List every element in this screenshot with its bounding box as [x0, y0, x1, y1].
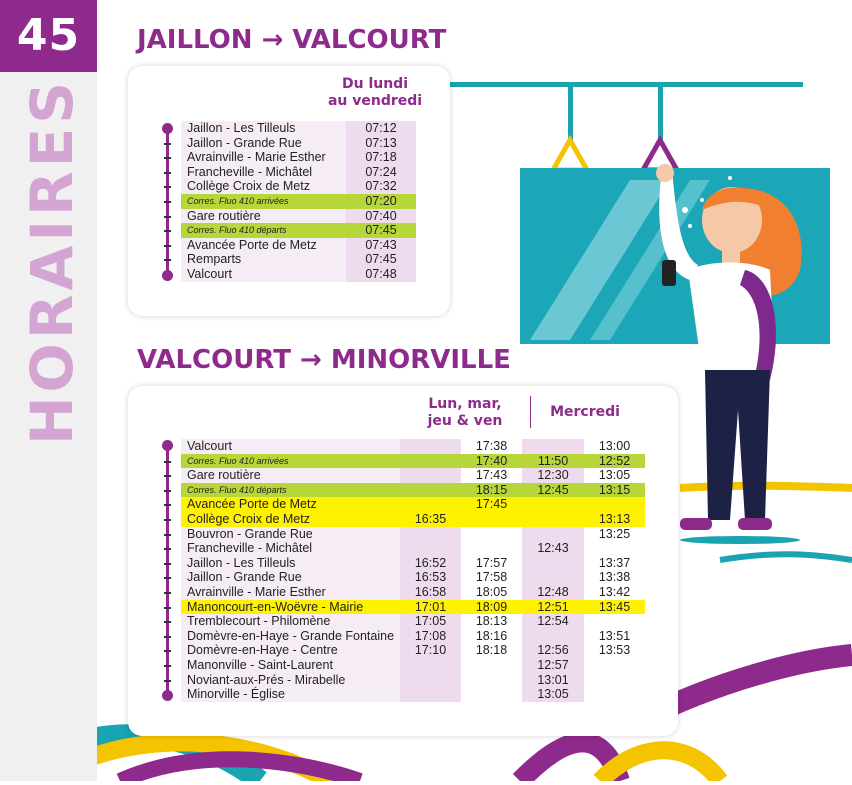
table-row	[181, 600, 645, 615]
table-row	[181, 238, 416, 253]
time-cell: 07:45	[346, 252, 416, 267]
stop-name: Domèvre-en-Haye - Centre	[181, 643, 400, 658]
stop-name: Jaillon - Les Tilleuls	[181, 121, 346, 136]
time-cell: 07:40	[346, 209, 416, 224]
time-cell	[400, 541, 461, 556]
section1-stop-tick	[164, 186, 171, 188]
time-cell: 18:16	[461, 629, 522, 644]
time-cell	[461, 512, 522, 527]
table-row	[181, 585, 645, 600]
table-row-correspondence	[181, 223, 416, 238]
time-cell: 16:53	[400, 570, 461, 585]
time-cell: 16:58	[400, 585, 461, 600]
time-cell: 07:24	[346, 165, 416, 180]
time-cell: 13:00	[584, 439, 645, 454]
stop-name: Gare routière	[181, 468, 400, 483]
time-cell: 13:51	[584, 629, 645, 644]
table-row	[181, 267, 416, 282]
section2-header-weekdays-line2: jeu & ven	[427, 413, 503, 429]
time-cell	[522, 570, 584, 585]
time-cell: 12:54	[522, 614, 584, 629]
table-row	[181, 136, 416, 151]
time-cell: 07:48	[346, 267, 416, 282]
time-cell: 18:18	[461, 643, 522, 658]
time-cell	[522, 556, 584, 571]
section1-stop-tick	[164, 259, 171, 261]
time-cell: 13:53	[584, 643, 645, 658]
section2-stop-tick	[164, 563, 171, 565]
time-cell: 13:01	[522, 673, 584, 688]
time-cell	[461, 527, 522, 542]
time-cell: 12:45	[522, 483, 584, 498]
section2-header-weekdays-line1: Lun, mar,	[428, 396, 502, 412]
time-cell: 17:10	[400, 643, 461, 658]
time-cell: 07:18	[346, 150, 416, 165]
time-cell: 17:58	[461, 570, 522, 585]
section1-stop-tick	[164, 157, 171, 159]
time-cell: 07:20	[346, 194, 416, 209]
time-cell	[400, 527, 461, 542]
stop-name: Noviant-aux-Prés - Mirabelle	[181, 673, 400, 688]
table-row	[181, 541, 645, 556]
time-cell: 12:51	[522, 600, 584, 615]
table-row	[181, 658, 645, 673]
table-row	[181, 497, 645, 512]
time-cell: 13:45	[584, 600, 645, 615]
stop-name: Domèvre-en-Haye - Grande Fontaine	[181, 629, 400, 644]
section1-header-line1: Du lundi	[341, 76, 408, 92]
time-cell	[522, 497, 584, 512]
section2-header-weekdays	[410, 396, 520, 430]
table-row	[181, 165, 416, 180]
section1-header-line2: au vendredi	[327, 93, 423, 109]
time-cell	[400, 497, 461, 512]
time-cell: 11:50	[522, 454, 584, 469]
time-cell: 16:52	[400, 556, 461, 571]
stop-name: Corres. Fluo 410 arrivées	[181, 194, 346, 209]
stop-name: Manoncourt-en-Woëvre - Mairie	[181, 600, 400, 615]
time-cell	[522, 629, 584, 644]
section2-stop-tick	[164, 475, 171, 477]
section2-stop-tick	[164, 519, 171, 521]
time-cell	[584, 687, 645, 702]
table-row	[181, 673, 645, 688]
stop-name: Jaillon - Grande Rue	[181, 570, 400, 585]
time-cell	[461, 673, 522, 688]
table-row	[181, 209, 416, 224]
section2-title: VALCOURT → MINORVILLE	[137, 345, 511, 375]
table-row	[181, 512, 645, 527]
time-cell: 17:43	[461, 468, 522, 483]
section1-stop-tick	[164, 230, 171, 232]
time-cell: 18:09	[461, 600, 522, 615]
time-cell: 17:38	[461, 439, 522, 454]
section2-stop-tick	[164, 636, 171, 638]
time-cell: 07:43	[346, 238, 416, 253]
table-row	[181, 570, 645, 585]
vertical-title	[18, 77, 86, 785]
time-cell	[584, 497, 645, 512]
time-cell	[461, 687, 522, 702]
time-cell: 12:56	[522, 643, 584, 658]
time-cell: 17:05	[400, 614, 461, 629]
table-row	[181, 468, 645, 483]
time-cell	[584, 673, 645, 688]
section1-timetable	[181, 121, 416, 282]
time-cell	[400, 658, 461, 673]
time-cell	[584, 541, 645, 556]
stop-name: Valcourt	[181, 439, 400, 454]
section1-stop-tick	[164, 143, 171, 145]
section1-stop-tick	[164, 201, 171, 203]
stop-name: Collège Croix de Metz	[181, 179, 346, 194]
time-cell	[522, 527, 584, 542]
section2-route-end-dot	[162, 690, 173, 701]
section2-route-start-dot	[162, 440, 173, 451]
time-cell	[584, 614, 645, 629]
section2-stop-tick	[164, 461, 171, 463]
section1-stop-tick	[164, 245, 171, 247]
stop-name: Remparts	[181, 252, 346, 267]
time-cell: 12:48	[522, 585, 584, 600]
header-separator	[530, 396, 531, 428]
time-cell: 17:01	[400, 600, 461, 615]
table-row	[181, 150, 416, 165]
section1-header	[320, 76, 430, 110]
time-cell: 13:05	[522, 687, 584, 702]
time-cell: 13:15	[584, 483, 645, 498]
stop-name: Tremblecourt - Philomène	[181, 614, 400, 629]
section2-stop-tick	[164, 504, 171, 506]
section2-stop-tick	[164, 680, 171, 682]
time-cell: 13:13	[584, 512, 645, 527]
time-cell: 18:13	[461, 614, 522, 629]
time-cell: 18:05	[461, 585, 522, 600]
time-cell: 17:45	[461, 497, 522, 512]
section1-stop-tick	[164, 216, 171, 218]
table-row	[181, 179, 416, 194]
stop-name: Francheville - Michâtel	[181, 165, 346, 180]
time-cell: 13:38	[584, 570, 645, 585]
stop-name: Corres. Fluo 410 départs	[181, 483, 400, 498]
stop-name: Avancée Porte de Metz	[181, 497, 400, 512]
table-row	[181, 527, 645, 542]
time-cell	[400, 439, 461, 454]
section2-stop-tick	[164, 665, 171, 667]
time-cell	[400, 468, 461, 483]
stop-name: Jaillon - Les Tilleuls	[181, 556, 400, 571]
time-cell: 17:57	[461, 556, 522, 571]
table-row-correspondence	[181, 454, 645, 469]
stop-name: Avancée Porte de Metz	[181, 238, 346, 253]
section2-route-line	[166, 444, 169, 696]
section2-stop-tick	[164, 607, 171, 609]
time-cell	[522, 512, 584, 527]
table-row	[181, 556, 645, 571]
stop-name: Bouvron - Grande Rue	[181, 527, 400, 542]
time-cell	[400, 454, 461, 469]
stop-name: Corres. Fluo 410 arrivées	[181, 454, 400, 469]
time-cell: 12:57	[522, 658, 584, 673]
stop-name: Corres. Fluo 410 départs	[181, 223, 346, 238]
vertical-title-text: HORAIRES	[18, 77, 86, 445]
section2-stop-tick	[164, 592, 171, 594]
table-row	[181, 121, 416, 136]
table-row-correspondence	[181, 483, 645, 498]
section2-stop-tick	[164, 534, 171, 536]
time-cell: 13:05	[584, 468, 645, 483]
section2-stop-tick	[164, 621, 171, 623]
stop-name: Francheville - Michâtel	[181, 541, 400, 556]
table-row	[181, 439, 645, 454]
table-row	[181, 643, 645, 658]
section1-route-start-dot	[162, 123, 173, 134]
time-cell: 07:12	[346, 121, 416, 136]
stop-name: Collège Croix de Metz	[181, 512, 400, 527]
time-cell	[461, 658, 522, 673]
section1-stop-tick	[164, 172, 171, 174]
table-row	[181, 687, 645, 702]
page-number: 45	[0, 0, 97, 72]
table-row	[181, 614, 645, 629]
stop-name: Valcourt	[181, 267, 346, 282]
time-cell: 13:37	[584, 556, 645, 571]
stop-name: Avrainville - Marie Esther	[181, 585, 400, 600]
time-cell: 07:45	[346, 223, 416, 238]
stop-name: Jaillon - Grande Rue	[181, 136, 346, 151]
section1-route-end-dot	[162, 270, 173, 281]
time-cell	[400, 483, 461, 498]
time-cell: 13:42	[584, 585, 645, 600]
section2-header-wednesday: Mercredi	[550, 404, 620, 420]
time-cell	[522, 439, 584, 454]
time-cell	[461, 541, 522, 556]
stop-name: Manonville - Saint-Laurent	[181, 658, 400, 673]
time-cell	[584, 658, 645, 673]
time-cell: 16:35	[400, 512, 461, 527]
section2-stop-tick	[164, 650, 171, 652]
section2-stop-tick	[164, 490, 171, 492]
time-cell: 12:43	[522, 541, 584, 556]
time-cell: 17:08	[400, 629, 461, 644]
stop-name: Gare routière	[181, 209, 346, 224]
table-row	[181, 629, 645, 644]
time-cell: 07:13	[346, 136, 416, 151]
section2-stop-tick	[164, 577, 171, 579]
time-cell: 13:25	[584, 527, 645, 542]
time-cell: 07:32	[346, 179, 416, 194]
section2-stop-tick	[164, 548, 171, 550]
section1-title: JAILLON → VALCOURT	[137, 25, 447, 55]
time-cell: 12:52	[584, 454, 645, 469]
stop-name: Avrainville - Marie Esther	[181, 150, 346, 165]
stop-name: Minorville - Église	[181, 687, 400, 702]
time-cell: 12:30	[522, 468, 584, 483]
time-cell: 18:15	[461, 483, 522, 498]
time-cell	[400, 673, 461, 688]
section2-timetable	[181, 439, 645, 702]
time-cell	[400, 687, 461, 702]
time-cell: 17:40	[461, 454, 522, 469]
table-row	[181, 252, 416, 267]
table-row-correspondence	[181, 194, 416, 209]
